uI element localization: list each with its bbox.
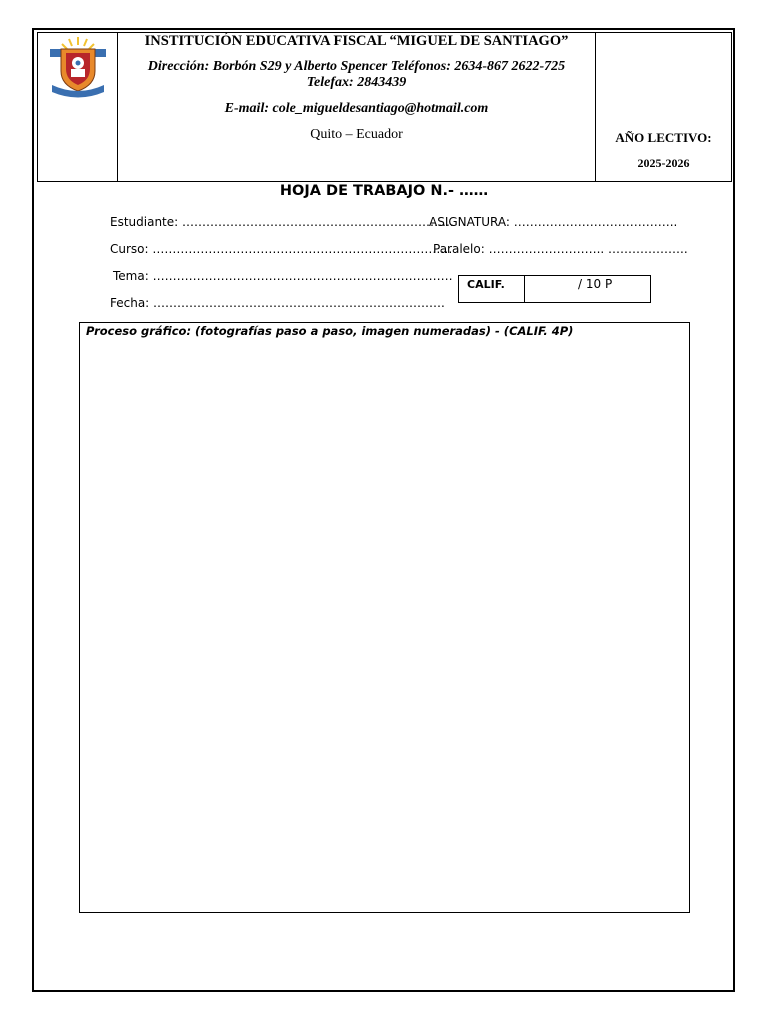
grade-divider <box>524 276 525 302</box>
school-year-label: AÑO LECTIVO: <box>615 130 712 145</box>
header-table <box>37 32 732 182</box>
field-paralelo[interactable]: Paralelo: ……………………….. ……………….. <box>433 242 688 256</box>
field-asignatura[interactable]: ASIGNATURA: ………………………………….. <box>429 215 678 229</box>
field-estudiante[interactable]: Estudiante: ………………………………………………………….. <box>110 215 454 229</box>
institution-email: E-mail: cole_migueldesantiago@hotmail.com <box>224 101 489 116</box>
school-year-value: 2025-2026 <box>637 156 690 170</box>
process-box[interactable] <box>79 322 690 913</box>
grade-value[interactable]: / 10 P <box>578 277 613 291</box>
worksheet-title: HOJA DE TRABAJO N.- …… <box>279 183 489 199</box>
school-crest-icon <box>49 35 107 99</box>
institution-info <box>118 33 595 181</box>
field-fecha[interactable]: Fecha: ………………………………………………………………. <box>110 296 445 310</box>
grade-label: CALIF. <box>467 278 505 291</box>
school-year-cell <box>595 33 731 181</box>
institution-name: INSTITUCIÓN EDUCATIVA FISCAL “MIGUEL DE SANTIAGO” <box>144 33 569 49</box>
institution-city: Quito – Ecuador <box>310 127 403 142</box>
process-label: Proceso gráfico: (fotografías paso a paso, imagen numeradas) - (CALIF. 4P) <box>86 324 574 338</box>
logo-cell <box>38 33 118 181</box>
field-tema[interactable]: Tema: ………………………………………………………………… <box>113 269 453 283</box>
field-curso[interactable]: Curso: ………………………………………………………………… <box>110 242 453 256</box>
grade-box <box>458 275 651 303</box>
institution-address: Dirección: Borbón S29 y Alberto Spencer Teléfonos: 2634-867 2622-725 Telefax: 2843439 <box>147 59 566 90</box>
